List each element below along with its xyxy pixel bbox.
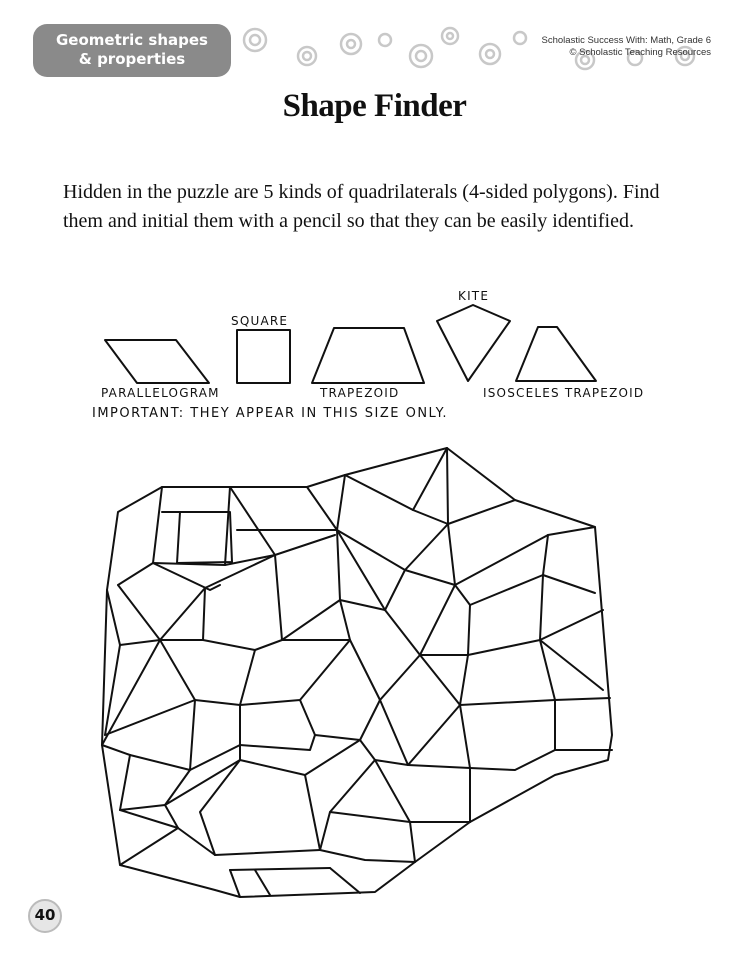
page-title: Shape Finder [282,88,467,124]
label-isosceles-trapezoid: ISOSCELES TRAPEZOID [483,386,645,400]
important-note: IMPORTANT: THEY APPEAR IN THIS SIZE ONLY. [92,406,449,421]
page-number-text: 40 [34,906,56,924]
instructions: Hidden in the puzzle are 5 kinds of quadrilaterals (4-sided polygons). Find them and initial them with a pencil so that they can be easily identified. [63,181,660,232]
label-square: SQUARE [231,314,289,328]
label-kite: KITE [458,289,490,303]
label-parallelogram: PARALLELOGRAM [101,386,220,400]
label-trapezoid: TRAPEZOID [320,386,400,400]
section-tag-line2: & properties [78,50,186,68]
credit-line1: Scholastic Success With: Math, Grade 6 [541,35,711,46]
section-tag-line1: Geometric shapes [56,31,208,49]
credit-line2: © Scholastic Teaching Resources [569,47,711,58]
page-number [27,898,63,934]
